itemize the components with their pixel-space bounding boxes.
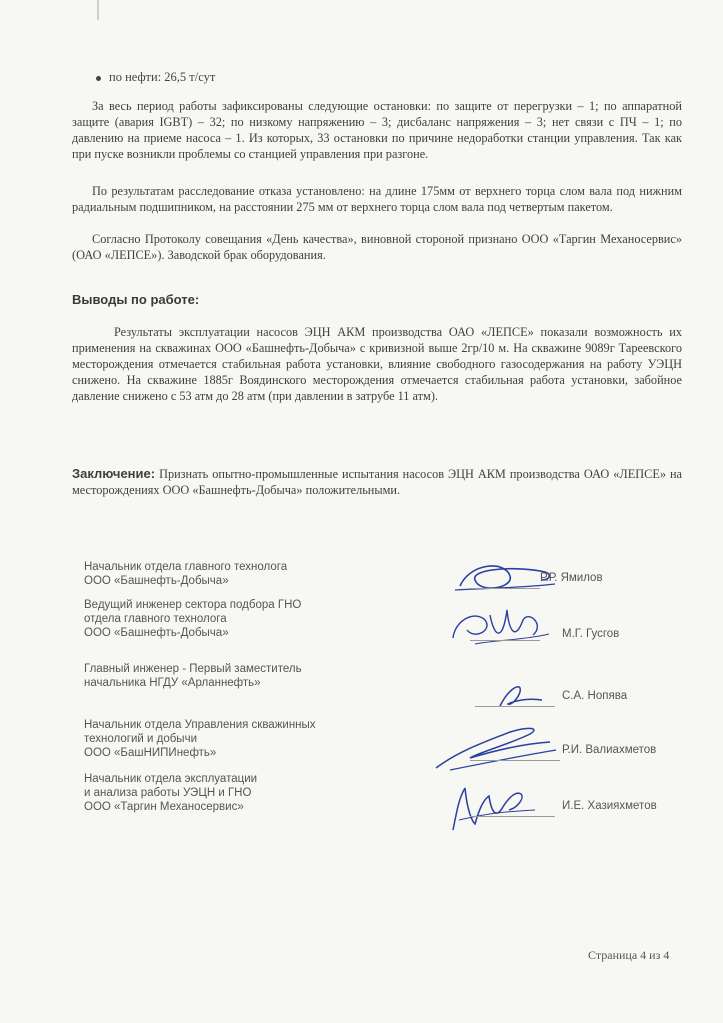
paragraph-investigation: По результатам расследование отказа установлено: на длине 175мм от верхнего торца слом вала под нижним радиальным подшипником, на расстоянии 275 мм от верхнего торца слом вала под четвертым пакетом.: [72, 184, 682, 214]
conclusion-label: Заключение:: [72, 466, 156, 481]
paragraph-protocol: Согласно Протоколу совещания «День качества», виновной стороной признано ООО «Таргин Механосервис» (ОАО «ЛЕПСЕ»). Заводской брак оборудования.: [72, 232, 682, 262]
signatory-5-title: Начальник отдела эксплуатации и анализа работы УЭЦН и ГНО ООО «Таргин Механосервис»: [84, 773, 258, 813]
bullet-dot-icon: [96, 76, 101, 81]
scan-artifact: [97, 0, 99, 20]
signatory-4-name: Р.И. Валиахметов: [562, 744, 657, 756]
signature-line-1: [470, 588, 540, 589]
bullet-oil-rate: [96, 70, 215, 85]
signature-line-2: [470, 640, 540, 641]
page-number: Страница 4 из 4: [588, 948, 670, 962]
signature-4-icon: [430, 720, 560, 775]
signatory-3-title: Главный инженер - Первый заместитель начальника НГДУ «Арланнефть»: [84, 663, 302, 689]
conclusions-heading: Выводы по работе:: [72, 292, 200, 307]
signature-line-5: [470, 816, 555, 817]
paragraph-stops: За весь период работы зафиксированы следующие остановки: по защите от перегрузки – 1; по аппаратной защите (авария IGBT) – 32; по низкому напряжению – 3; дисбаланс напряжения – 3; нет связи с ПЧ – 1; по давлению на приеме насоса – 1. Из которых, 33 остановки по причине недоработки станции управления. Так как при пуске возникли проблемы со станцией управления при разгоне.: [72, 99, 682, 161]
signatory-3-name: С.А. Нопява: [562, 690, 628, 702]
paragraph-results: Результаты эксплуатации насосов ЭЦН АКМ производства ОАО «ЛЕПСЕ» показали возможность их применения на скважинах ООО «Башнефть-Добыча» с кривизной выше 2гр/10 м. На скважине 9089г Тареевского месторождения отмечается стабильная работа установки, влияние свободного газосодержания на работу УЭЦН снижено. На скважине 1885г Воядинского месторождения отмечается стабильная работа установки, забойное давление снижено с 53 атм до 28 атм (при давлении в затрубе 11 атм).: [72, 325, 682, 403]
signature-2-icon: [445, 600, 555, 650]
signatory-1-name: Р.Р. Ямилов: [540, 572, 603, 584]
signatory-2-title: Ведущий инженер сектора подбора ГНО отдела главного технолога ООО «Башнефть-Добыча»: [84, 599, 302, 639]
conclusion-paragraph: [72, 466, 682, 498]
bullet-text: по нефти: 26,5 т/сут: [109, 70, 216, 84]
signatory-2-name: М.Г. Гусгов: [562, 628, 620, 640]
signature-line-3: [475, 706, 555, 707]
signature-5-icon: [445, 780, 545, 835]
signatory-1-title: Начальник отдела главного технолога ООО «Башнефть-Добыча»: [84, 561, 288, 587]
signatory-5-name: И.Е. Хазияхметов: [562, 800, 657, 812]
signature-line-4: [470, 760, 560, 761]
signatory-4-title: Начальник отдела Управления скважинных технологий и добычи ООО «БашНИПИнефть»: [84, 719, 316, 759]
conclusion-text: Признать опытно-промышленные испытания насосов ЭЦН АКМ производства ОАО «ЛЕПСЕ» на месторождениях ООО «Башнефть-Добыча» положительными.: [72, 467, 682, 497]
